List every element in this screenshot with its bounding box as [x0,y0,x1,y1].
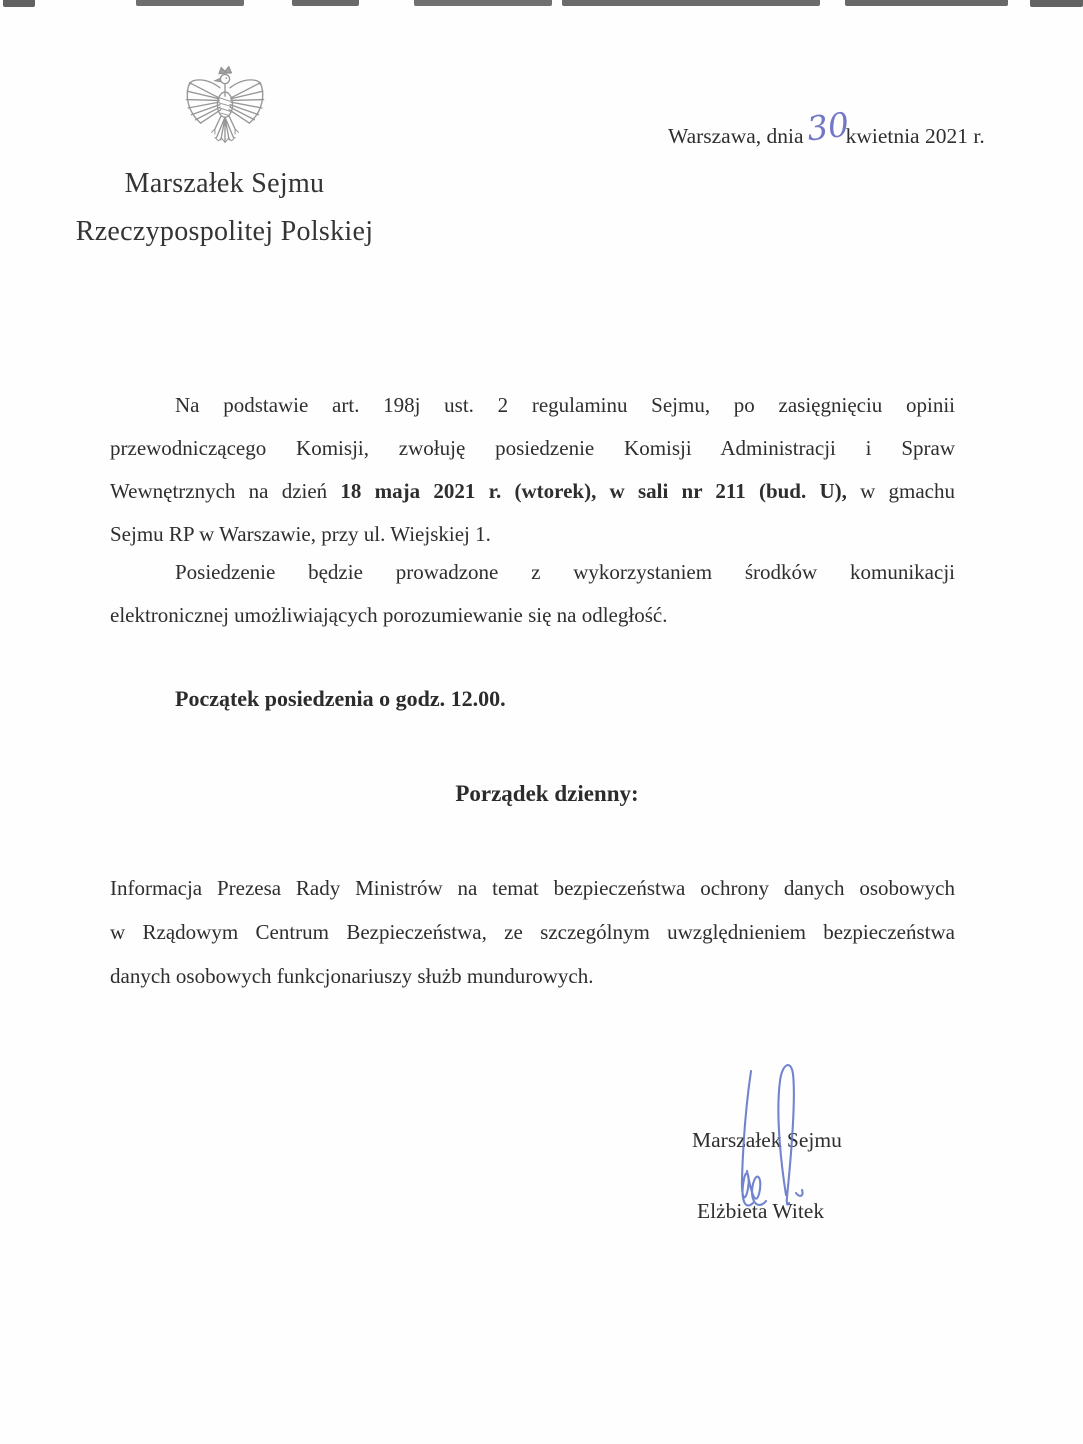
agenda-line3: danych osobowych funkcjonariuszy służb mundurowych. [110,964,594,988]
para2-line1: Posiedzenie będzie prowadzone z wykorzystaniem środków komunikacji [175,560,955,584]
para1-line4: Sejmu RP w Warszawie, przy ul. Wiejskiej 1. [110,522,491,546]
scan-artifact [292,0,359,6]
scan-artifact-strip [0,0,1083,10]
paragraph-2 [110,551,955,637]
dateline-prefix: Warszawa, dnia [668,124,804,148]
signature-name: Elżbieta Witek [697,1199,825,1223]
dateline [668,104,1048,151]
agenda-line2: w Rządowym Centrum Bezpieczeństwa, ze szczególnym uwzględnieniem bezpieczeństwa [110,920,955,944]
scan-artifact [3,0,35,7]
meeting-date-bold: 18 maja 2021 r. (wtorek), w sali nr 211 (bud. U), [340,479,847,503]
agenda-heading: Porządek dzienny: [455,781,639,806]
scan-artifact [414,0,552,6]
letterhead [37,160,412,256]
handwritten-day: 30 [804,104,851,149]
signature-role: Marszałek Sejmu [692,1128,842,1152]
para1-line3-normal: Wewnętrznych na dzień [110,479,341,503]
scan-artifact [562,0,820,6]
scan-artifact [845,0,1008,6]
para1-line3 [110,470,955,513]
para1-line2: przewodniczącego Komisji, zwołuję posiedzenie Komisji Administracji i Spraw [110,436,955,460]
meeting-start-time: Początek posiedzenia o godz. 12.00. [175,686,506,711]
dateline-suffix: kwietnia 2021 r. [845,124,985,148]
scan-artifact [136,0,244,6]
letterhead-title-line2: Rzeczypospolitej Polskiej [75,216,374,247]
para1-line3-normal2: w gmachu [846,479,955,503]
para1-line1: Na podstawie art. 198j ust. 2 regulaminu Sejmu, po zasięgnięciu opinii [175,393,955,417]
polish-eagle-emblem-icon [183,62,267,154]
paragraph-1 [110,384,955,556]
agenda-line1: Informacja Prezesa Rady Ministrów na temat bezpieczeństwa ochrony danych osobowych [110,876,955,900]
agenda-paragraph [110,866,955,998]
letterhead-title-line1: Marszałek Sejmu [124,168,325,199]
para2-line2: elektronicznej umożliwiających porozumiewanie się na odległość. [110,603,668,627]
scan-artifact [1030,0,1083,7]
